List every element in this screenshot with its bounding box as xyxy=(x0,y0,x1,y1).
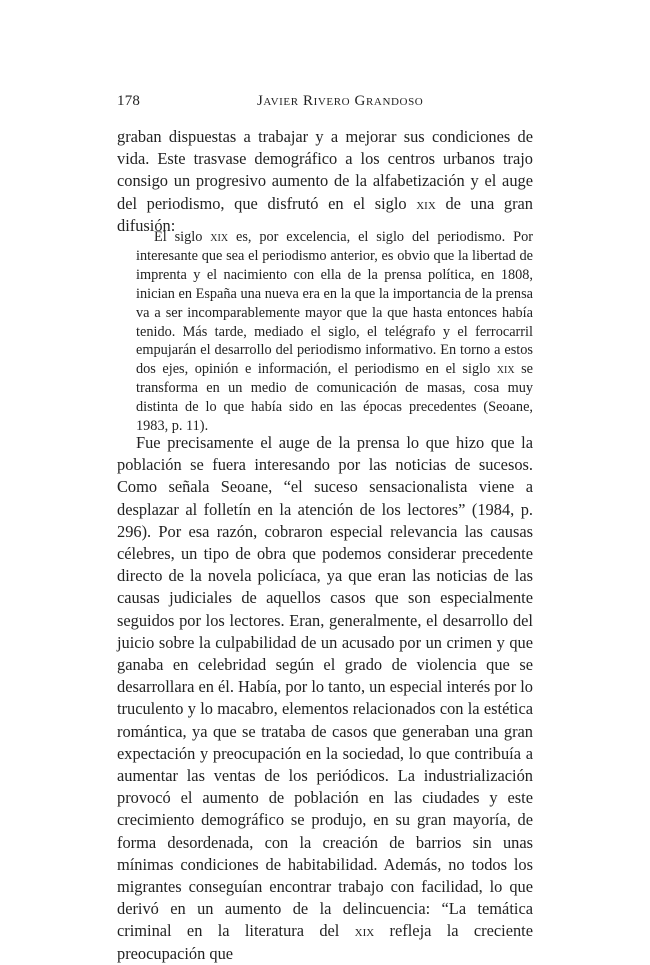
page-number: 178 xyxy=(117,93,141,109)
block-quote: El siglo xix es, por excelencia, el siglo del periodismo. Por interesante que sea el periodismo anterior, es obvio que la libertad de imprenta y el nacimiento con ella de la prensa política, en 1808, inician en España una nueva era en la que la importancia de la prensa va a ser incomparablemente mayor que la que hasta entonces había tenido. Más tarde, mediado el siglo, el telégrafo y el ferrocarril empujarán el desarrollo del periodismo informativo. En torno a estos dos ejes, opinión e información, el periodismo en el siglo xix se transforma en un medio de comunicación de masas, cosa muy distinta de lo que había sido en las épocas precedentes (Seoane, 1983, p. 11). xyxy=(136,229,533,435)
running-head xyxy=(117,93,533,115)
running-head-author: Javier Rivero Grandoso xyxy=(257,93,424,109)
main-paragraph: Fue precisamente el auge de la prensa lo que hizo que la población se fuera interesando por las noticias de sucesos. Como señala Seoane, “el suceso sensacionalista viene a desplazar al folletín en la atención de los lectores” (1984, p. 296). Por esa razón, cobraron especial relevancia las causas célebres, un tipo de obra que podemos considerar precedente directo de la novela policíaca, ya que eran las noticias de las causas judiciales de aquellos casos que son especialmente seguidos por los lectores. Eran, generalmente, el desarrollo del juicio sobre la culpabilidad de un acusado por un crimen y que ganaba en celebridad según el grado de violencia que se desarrollara en él. Había, por lo tanto, un especial interés por lo truculento y lo macabro, elementos relacionados con la estética romántica, ya que se trataba de casos que generaban una gran expectación y preocupación en la sociedad, lo que contribuía a aumentar las ventas de los periódicos. La industrialización provocó el aumento de población en las ciudades y este crecimiento demográfico se produjo, en su gran mayoría, de forma desordenada, con la creación de barrios sin unas mínimas condiciones de habitabilidad. Además, no todos los migrantes conseguían encontrar trabajo con facilidad, lo que derivó en un aumento de la delincuencia: “La temática criminal en la literatura del xix refleja la creciente preocupación que xyxy=(117,433,533,963)
intro-paragraph: graban dispuestas a trabajar y a mejorar sus condiciones de vida. Este trasvase demográfico a los centros urbanos trajo consigo un progresivo aumento de la alfabetización y el auge del periodismo, que disfrutó en el siglo xix de una gran difusión: xyxy=(117,127,533,235)
